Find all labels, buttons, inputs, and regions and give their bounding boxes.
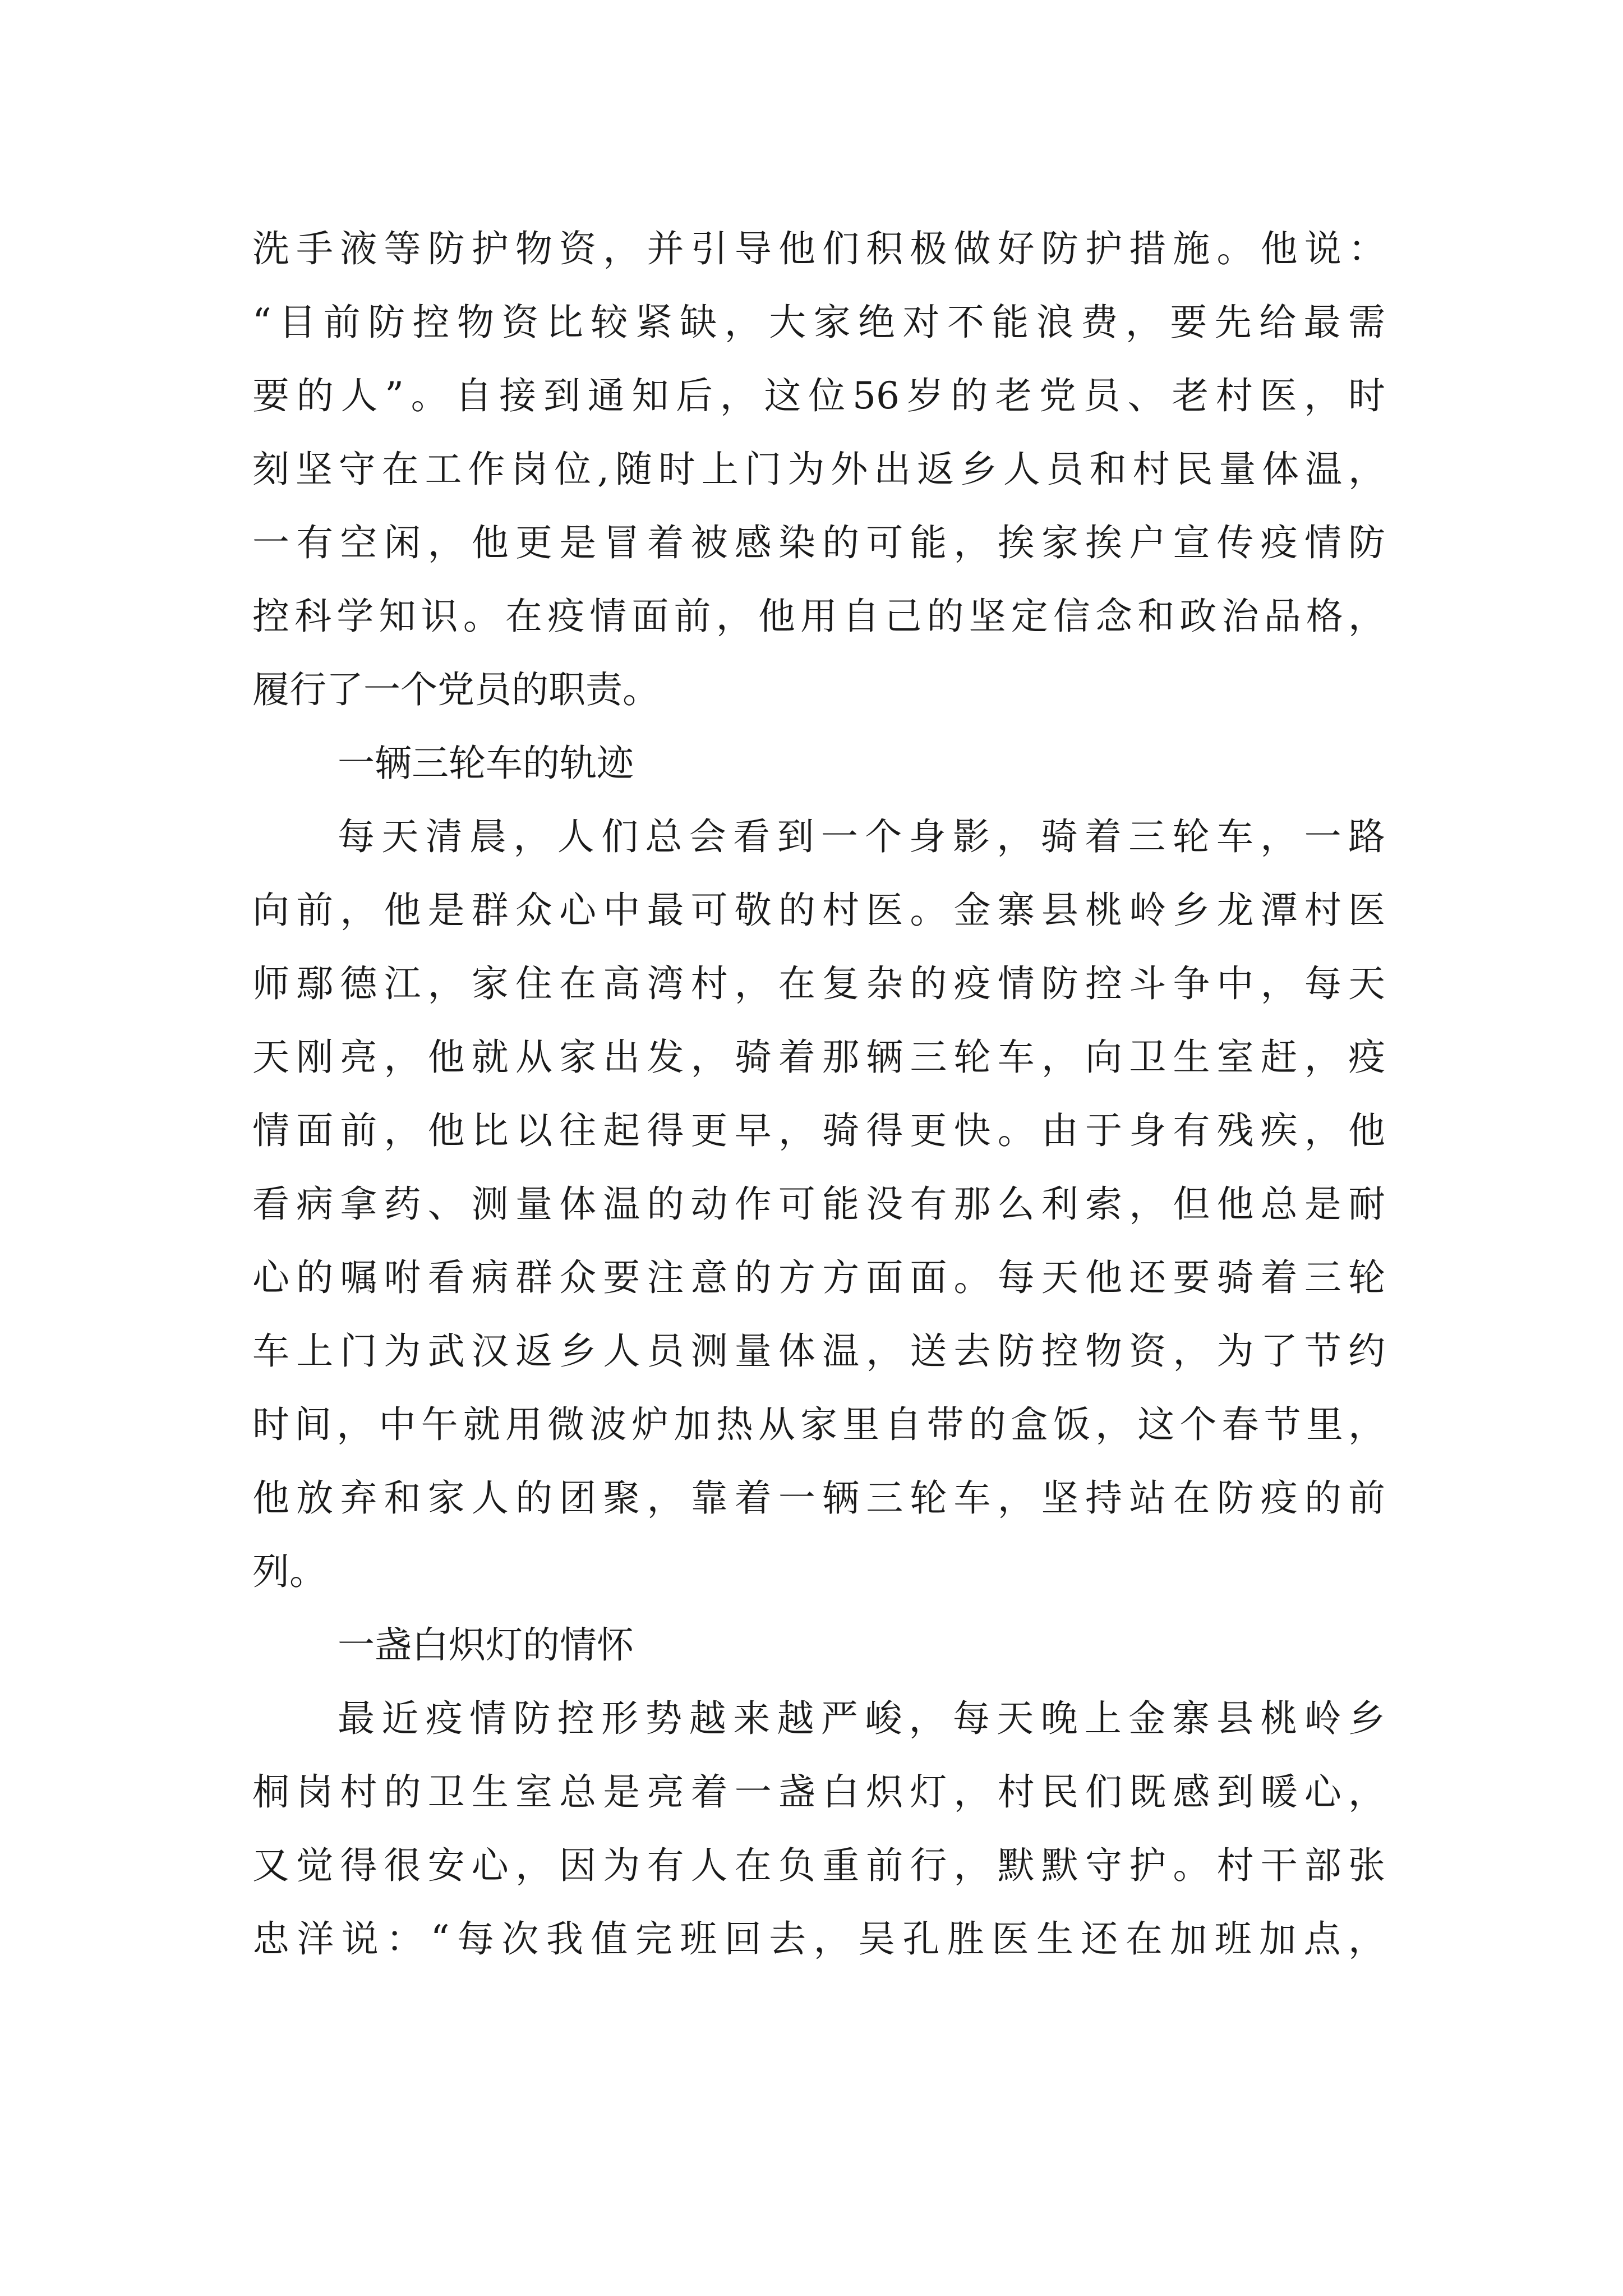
- text-line: 又觉得很安心，因为有人在负重前行，默默守护。村干部张: [252, 1844, 1385, 1887]
- text-line: 桐岗村的卫生室总是亮着一盏白炽灯，村民们既感到暖心，: [252, 1770, 1385, 1814]
- text-line: 心的嘱咐看病群众要注意的方方面面。每天他还要骑着三轮: [252, 1256, 1385, 1299]
- text-line: 情面前，他比以往起得更早，骑得更快。由于身有残疾，他: [252, 1109, 1385, 1152]
- text-line: 刻坚守在工作岗位,随时上门为外出返乡人员和村民量体温，: [252, 448, 1385, 491]
- text-line: 天刚亮，他就从家出发，骑着那辆三轮车，向卫生室赶，疫: [252, 1036, 1385, 1079]
- text-line: 车上门为武汉返乡人员测量体温，送去防控物资，为了节约: [252, 1329, 1385, 1373]
- text-line: 向前，他是群众心中最可敬的村医。金寨县桃岭乡龙潭村医: [252, 889, 1385, 932]
- text-line: 履行了一个党员的职责。: [252, 668, 660, 711]
- text-line: 列。: [252, 1550, 326, 1593]
- text-line: 每天清晨，人们总会看到一个身影，骑着三轮车，一路: [338, 815, 1385, 858]
- section-heading: 一辆三轮车的轨迹: [338, 742, 634, 785]
- text-line: 一有空闲，他更是冒着被感染的可能，挨家挨户宣传疫情防: [252, 521, 1385, 564]
- text-line: 忠洋说：“每次我值完班回去，吴孔胜医生还在加班加点，: [252, 1917, 1385, 1961]
- text-line: 最近疫情防控形势越来越严峻，每天晚上金寨县桃岭乡: [338, 1697, 1385, 1740]
- text-line: 他放弃和家人的团聚，靠着一辆三轮车，坚持站在防疫的前: [252, 1476, 1385, 1520]
- text-line: 看病拿药、测量体温的动作可能没有那么利索，但他总是耐: [252, 1182, 1385, 1226]
- text-line: 控科学知识。在疫情面前，他用自己的坚定信念和政治品格，: [252, 595, 1385, 638]
- text-line: “目前防控物资比较紧缺，大家绝对不能浪费，要先给最需: [252, 301, 1385, 344]
- text-line: 洗手液等防护物资，并引导他们积极做好防护措施。他说：: [252, 227, 1385, 270]
- text-line: 要的人”。自接到通知后，这位56岁的老党员、老村医，时: [252, 374, 1385, 417]
- text-line: 师鄢德江，家住在高湾村，在复杂的疫情防控斗争中，每天: [252, 962, 1385, 1005]
- body-text: [252, 212, 1385, 1976]
- section-heading: 一盏白炽灯的情怀: [338, 1623, 634, 1667]
- text-line: 时间，中午就用微波炉加热从家里自带的盒饭，这个春节里，: [252, 1403, 1385, 1446]
